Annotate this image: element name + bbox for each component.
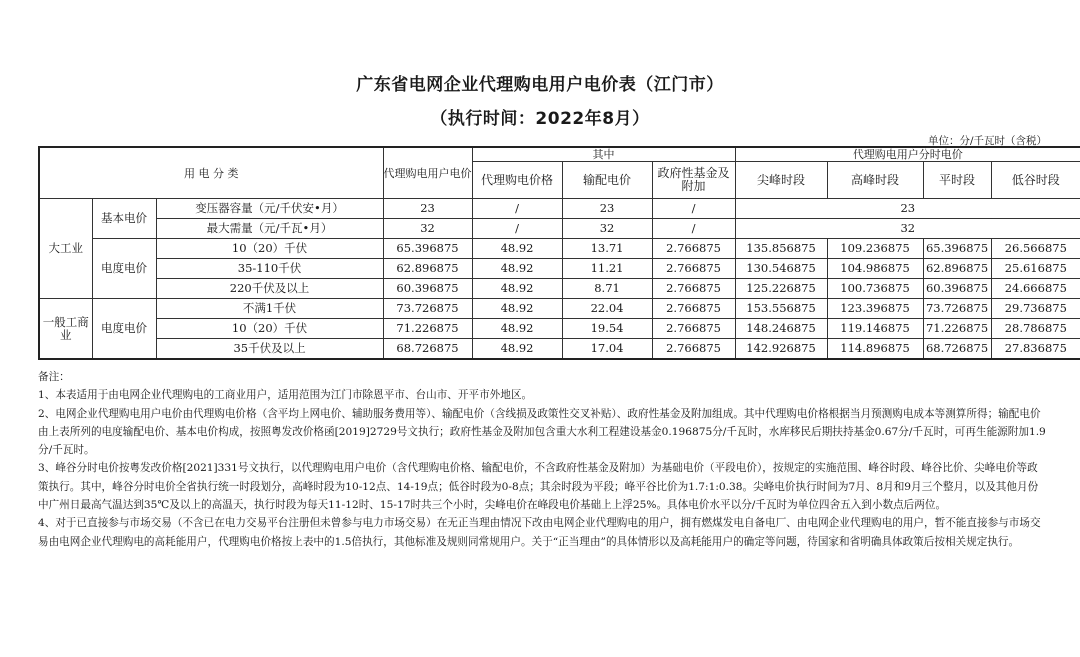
header-flat: 平时段 [923,162,991,199]
cell-agency: 60.396875 [383,279,472,299]
cell-agency: 65.396875 [383,239,472,259]
cell-agency: 68.726875 [383,339,472,360]
row-label: 35千伏及以上 [156,339,383,360]
cell-flat: 73.726875 [923,299,991,319]
note-4: 4、对于已直接参与市场交易（不含已在电力交易平台注册但未曾参与电力市场交易）在无正当理由情况下改由电网企业代理购电的用户，拥有燃煤发电自备电厂、由电网企业代理购电的用户，暂不能直接参与市场交易由电网企业代理购电的高耗能用户，代理购电价格按上表中的1.5倍执行，其他标准及规则同常规用户。关于“正当理由”的具体情形以及高耗能用户的确定等问题，待国家和省明确具体政策后按相关规定执行。 [38,517,1041,548]
table-row-transformer [39,199,1080,219]
subgroup-energy-price: 电度电价 [92,239,156,299]
cell-valley: 29.736875 [991,299,1080,319]
page-title: 广东省电网企业代理购电用户电价表（江门市） [356,75,724,95]
cell-valley: 24.666875 [991,279,1080,299]
cell-sharp: 153.556875 [735,299,827,319]
cell-flat: 60.396875 [923,279,991,299]
cell-sharp: 135.856875 [735,239,827,259]
cell-valley: 27.836875 [991,339,1080,360]
cell-transmission: 19.54 [562,319,652,339]
cell-proxy: 48.92 [472,259,562,279]
header-category: 用 电 分 类 [39,147,383,199]
table-row-li-10kv [39,239,1080,259]
table-row-gc-35kv [39,339,1080,360]
cell-fund: 2.766875 [652,279,735,299]
table-row-li-220kv [39,279,1080,299]
cell-proxy: 48.92 [472,299,562,319]
table-row-gc-lt1kv [39,299,1080,319]
cell-tou: 23 [735,199,1080,219]
cell-peak: 119.146875 [827,319,923,339]
cell-transmission: 32 [562,219,652,239]
group-large-industry: 大工业 [39,199,92,299]
header-row-1 [39,147,1080,162]
cell-peak: 100.736875 [827,279,923,299]
cell-transmission: 22.04 [562,299,652,319]
header-among: 其中 [472,147,735,162]
row-label: 35-110千伏 [156,259,383,279]
price-table [38,146,1080,360]
cell-proxy: / [472,199,562,219]
row-label: 变压器容量（元/千伏安•月） [156,199,383,219]
header-agency-price: 代理购电用户电价 [383,147,472,199]
cell-agency: 73.726875 [383,299,472,319]
notes-section [38,368,1048,551]
cell-flat: 62.896875 [923,259,991,279]
table-row-li-35kv [39,259,1080,279]
table-row-max-demand [39,219,1080,239]
header-gov-fund: 政府性基金及附加 [652,162,735,199]
cell-peak: 104.986875 [827,259,923,279]
cell-fund: 2.766875 [652,319,735,339]
row-label: 最大需量（元/千瓦•月） [156,219,383,239]
cell-agency: 23 [383,199,472,219]
row-label: 10（20）千伏 [156,239,383,259]
cell-sharp: 130.546875 [735,259,827,279]
table-row-gc-10kv [39,319,1080,339]
cell-agency: 71.226875 [383,319,472,339]
cell-fund: / [652,219,735,239]
cell-transmission: 17.04 [562,339,652,360]
cell-proxy: / [472,219,562,239]
cell-sharp: 148.246875 [735,319,827,339]
cell-peak: 123.396875 [827,299,923,319]
note-1: 1、本表适用于由电网企业代理购电的工商业用户，适用范围为江门市除恩平市、台山市、开平市外地区。 [38,389,533,402]
cell-proxy: 48.92 [472,319,562,339]
cell-transmission: 11.21 [562,259,652,279]
cell-agency: 62.896875 [383,259,472,279]
cell-fund: 2.766875 [652,239,735,259]
header-tou-group: 代理购电用户分时电价 [735,147,1080,162]
cell-proxy: 48.92 [472,239,562,259]
header-peak: 高峰时段 [827,162,923,199]
subgroup-basic-price: 基本电价 [92,199,156,239]
note-2: 2、电网企业代理购电用户电价由代理购电价格（含平均上网电价、辅助服务费用等）、输配电价（含线损及政策性交叉补贴）、政府性基金及附加组成。其中代理购电价格根据当月预测购电成本等测算所得；输配电价由上表所列的电度输配电价、基本电价构成，按照粤发改价格函[2019]2729号文执行；政府性基金及附加包含重大水利工程建设基金0.196875分/千瓦时，水库移民后期扶持基金0.67分/千瓦时，可再生能源附加1.9分/千瓦时。 [38,407,1046,457]
cell-transmission: 23 [562,199,652,219]
header-peak-sharp: 尖峰时段 [735,162,827,199]
page-subtitle: （执行时间：2022年8月） [430,109,650,129]
cell-valley: 25.616875 [991,259,1080,279]
cell-flat: 65.396875 [923,239,991,259]
cell-transmission: 13.71 [562,239,652,259]
row-label: 10（20）千伏 [156,319,383,339]
notes-heading: 备注： [38,371,70,383]
cell-proxy: 48.92 [472,339,562,360]
unit-note: 单位：分/千瓦时（含税） [927,135,1047,147]
cell-sharp: 125.226875 [735,279,827,299]
header-proxy-price: 代理购电价格 [472,162,562,199]
cell-flat: 68.726875 [923,339,991,360]
cell-proxy: 48.92 [472,279,562,299]
cell-fund: 2.766875 [652,259,735,279]
cell-peak: 114.896875 [827,339,923,360]
cell-sharp: 142.926875 [735,339,827,360]
group-general-commerce: 一般工商业 [39,299,92,360]
header-transmission-price: 输配电价 [562,162,652,199]
cell-peak: 109.236875 [827,239,923,259]
cell-fund: 2.766875 [652,339,735,360]
cell-tou: 32 [735,219,1080,239]
cell-transmission: 8.71 [562,279,652,299]
cell-fund: / [652,199,735,219]
cell-fund: 2.766875 [652,299,735,319]
row-label: 220千伏及以上 [156,279,383,299]
cell-valley: 26.566875 [991,239,1080,259]
cell-valley: 28.786875 [991,319,1080,339]
row-label: 不满1千伏 [156,299,383,319]
cell-agency: 32 [383,219,472,239]
cell-flat: 71.226875 [923,319,991,339]
header-valley: 低谷时段 [991,162,1080,199]
subgroup-energy-price-2: 电度电价 [92,299,156,360]
note-3: 3、峰谷分时电价按粤发改价格[2021]331号文执行，以代理购电用户电价（含代理购电价格、输配电价，不含政府性基金及附加）为基础电价（平段电价），按规定的实施范围、峰谷时段、峰谷比价、尖峰电价等政策执行。其中，峰谷分时电价全省执行统一时段划分，高峰时段为10-12点、14-19点；低谷时段为0-8点；其余时段为平段；峰平谷比价为1.7:1:0.38。尖峰电价执行时间为7月、8月和9月三个整月，以及其他月份中广州日最高气温达到35℃及以上的高温天，执行时段为每天11-12时、15-17时共三个小时，尖峰电价在峰段电价基础上上浮25%。具体电价水平以分/千瓦时为单位四舍五入到小数点后两位。 [38,462,1039,512]
